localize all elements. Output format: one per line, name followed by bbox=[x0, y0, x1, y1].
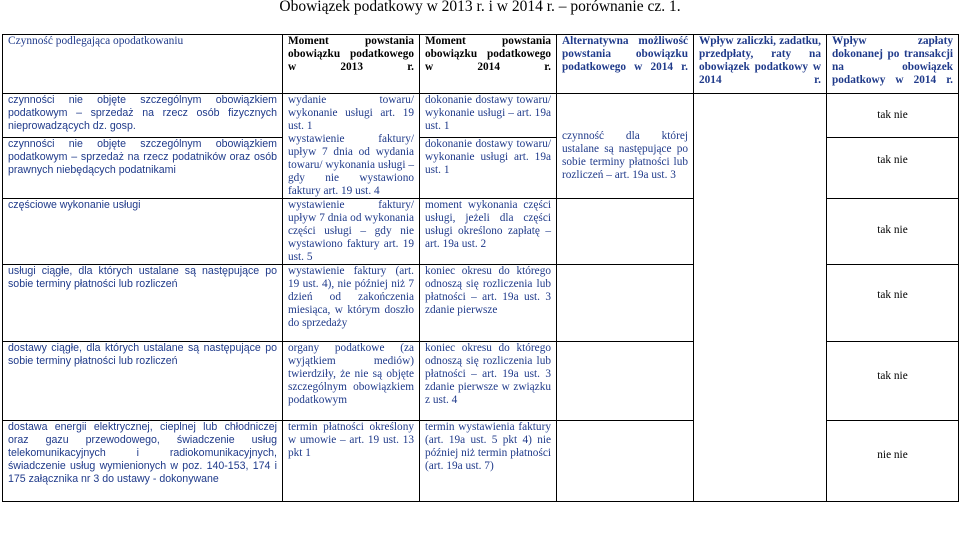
activity-cell: czynności nie objęte szczególnym obowiązkiem podatkowym – sprzedaż na rzecz osób fizycznych nieprowadzących dz. gosp. bbox=[3, 94, 283, 138]
payment-impact-cell: tak nie bbox=[827, 265, 959, 342]
alternative-cell bbox=[557, 265, 694, 342]
alternative-cell bbox=[557, 421, 694, 502]
alternative-cell bbox=[557, 199, 694, 265]
moment-2013-cell: wystawienie faktury/ upływ 7 dnia od wykonania części usługi – gdy nie wystawiono faktury art. 19 ust. 5 bbox=[283, 199, 420, 265]
moment-2013-cell bbox=[283, 94, 420, 199]
activity-cell: dostawy ciągłe, dla których ustalane są następujące po sobie terminy płatności lub rozliczeń bbox=[3, 342, 283, 421]
table-header-row bbox=[3, 35, 959, 94]
moment-2014-cell: termin wystawienia faktury (art. 19a ust. 5 pkt 4) nie później niż termin płatności (art. 19a ust. 7) bbox=[420, 421, 557, 502]
alternative-text: czynność dla której ustalane są następujące po sobie terminy płatności lub rozliczeń – art. 19a ust. 3 bbox=[562, 130, 688, 181]
header-alternative-2014: Alternatywna możliwość powstania obowiązku podatkowego w 2014 r. bbox=[557, 35, 694, 94]
header-moment-2014: Moment powstania obowiązku podatkowego w 2014 r. bbox=[420, 35, 557, 94]
moment-2014-cell: dokonanie dostawy towaru/ wykonanie usługi – art. 19a ust. 1 bbox=[420, 94, 557, 138]
activity-cell: dostawa energii elektrycznej, cieplnej lub chłodniczej oraz gazu przewodowego, świadczenie usług telekomunikacyjnych i radiokomunikacyjnych, świadczenie usług wymienionych w poz. 140-153, 174 i 175 załącznika nr 3 do ustawy - dokonywane bbox=[3, 421, 283, 502]
moment-2013-text: wydanie towaru/ wykonanie usługi art. 19 ust. 1 bbox=[288, 94, 414, 132]
header-advance-impact: Wpływ zaliczki, zadatku, przedpłaty, raty na obowiązek podatkowy w 2014 r. bbox=[694, 35, 827, 94]
alternative-cell bbox=[557, 94, 694, 199]
advance-impact-cell bbox=[694, 94, 827, 502]
alternative-cell bbox=[557, 342, 694, 421]
table-row bbox=[3, 94, 959, 138]
payment-impact-cell: tak nie bbox=[827, 342, 959, 421]
moment-2013-cell: wystawienie faktury (art. 19 ust. 4), nie później niż 7 dzień od zakończenia miesiąca, w którym doszło do sprzedaży bbox=[283, 265, 420, 342]
comparison-table bbox=[2, 34, 959, 502]
moment-2014-cell: koniec okresu do którego odnoszą się rozliczenia lub płatności – art. 19a ust. 3 zdanie pierwsze bbox=[420, 265, 557, 342]
moment-2014-cell: dokonanie dostawy towaru/ wykonanie usługi art. 19a ust. 1 bbox=[420, 137, 557, 198]
moment-2014-cell: koniec okresu do którego odnoszą się rozliczenia lub płatności – art. 19a ust. 3 zdanie pierwsze w związku z ust. 4 bbox=[420, 342, 557, 421]
activity-cell: usługi ciągłe, dla których ustalane są następujące po sobie terminy płatności lub rozliczeń bbox=[3, 265, 283, 342]
activity-cell: czynności nie objęte szczególnym obowiązkiem podatkowym – sprzedaż na rzecz podatników oraz osób prawnych niebędących podatnikami bbox=[3, 137, 283, 198]
moment-2013-text: wystawienie faktury/ upływ 7 dnia od wydania towaru/ wykonania usługi – gdy nie wystawiono faktury art. 19 ust. 4 bbox=[288, 133, 414, 197]
activity-cell: częściowe wykonanie usługi bbox=[3, 199, 283, 265]
payment-impact-cell: tak nie bbox=[827, 137, 959, 198]
header-activity: Czynność podlegająca opodatkowaniu bbox=[3, 35, 283, 94]
payment-impact-cell: nie nie bbox=[827, 421, 959, 502]
payment-impact-cell: tak nie bbox=[827, 199, 959, 265]
moment-2014-cell: moment wykonania części usługi, jeżeli dla części usługi określono zapłatę – art. 19a ust. 2 bbox=[420, 199, 557, 265]
header-payment-impact: Wpływ zapłaty dokonanej po transakcji na obowiązek podatkowy w 2014 r. bbox=[827, 35, 959, 94]
moment-2013-cell: termin płatności określony w umowie – art. 19 ust. 13 pkt 1 bbox=[283, 421, 420, 502]
page-title: Obowiązek podatkowy w 2013 r. i w 2014 r. – porównanie cz. 1. bbox=[279, 0, 681, 15]
payment-impact-cell: tak nie bbox=[827, 94, 959, 138]
header-moment-2013: Moment powstania obowiązku podatkowego w 2013 r. bbox=[283, 35, 420, 94]
moment-2013-cell: organy podatkowe (za wyjątkiem mediów) twierdziły, że nie są objęte szczególnym obowiązkiem podatkowym bbox=[283, 342, 420, 421]
